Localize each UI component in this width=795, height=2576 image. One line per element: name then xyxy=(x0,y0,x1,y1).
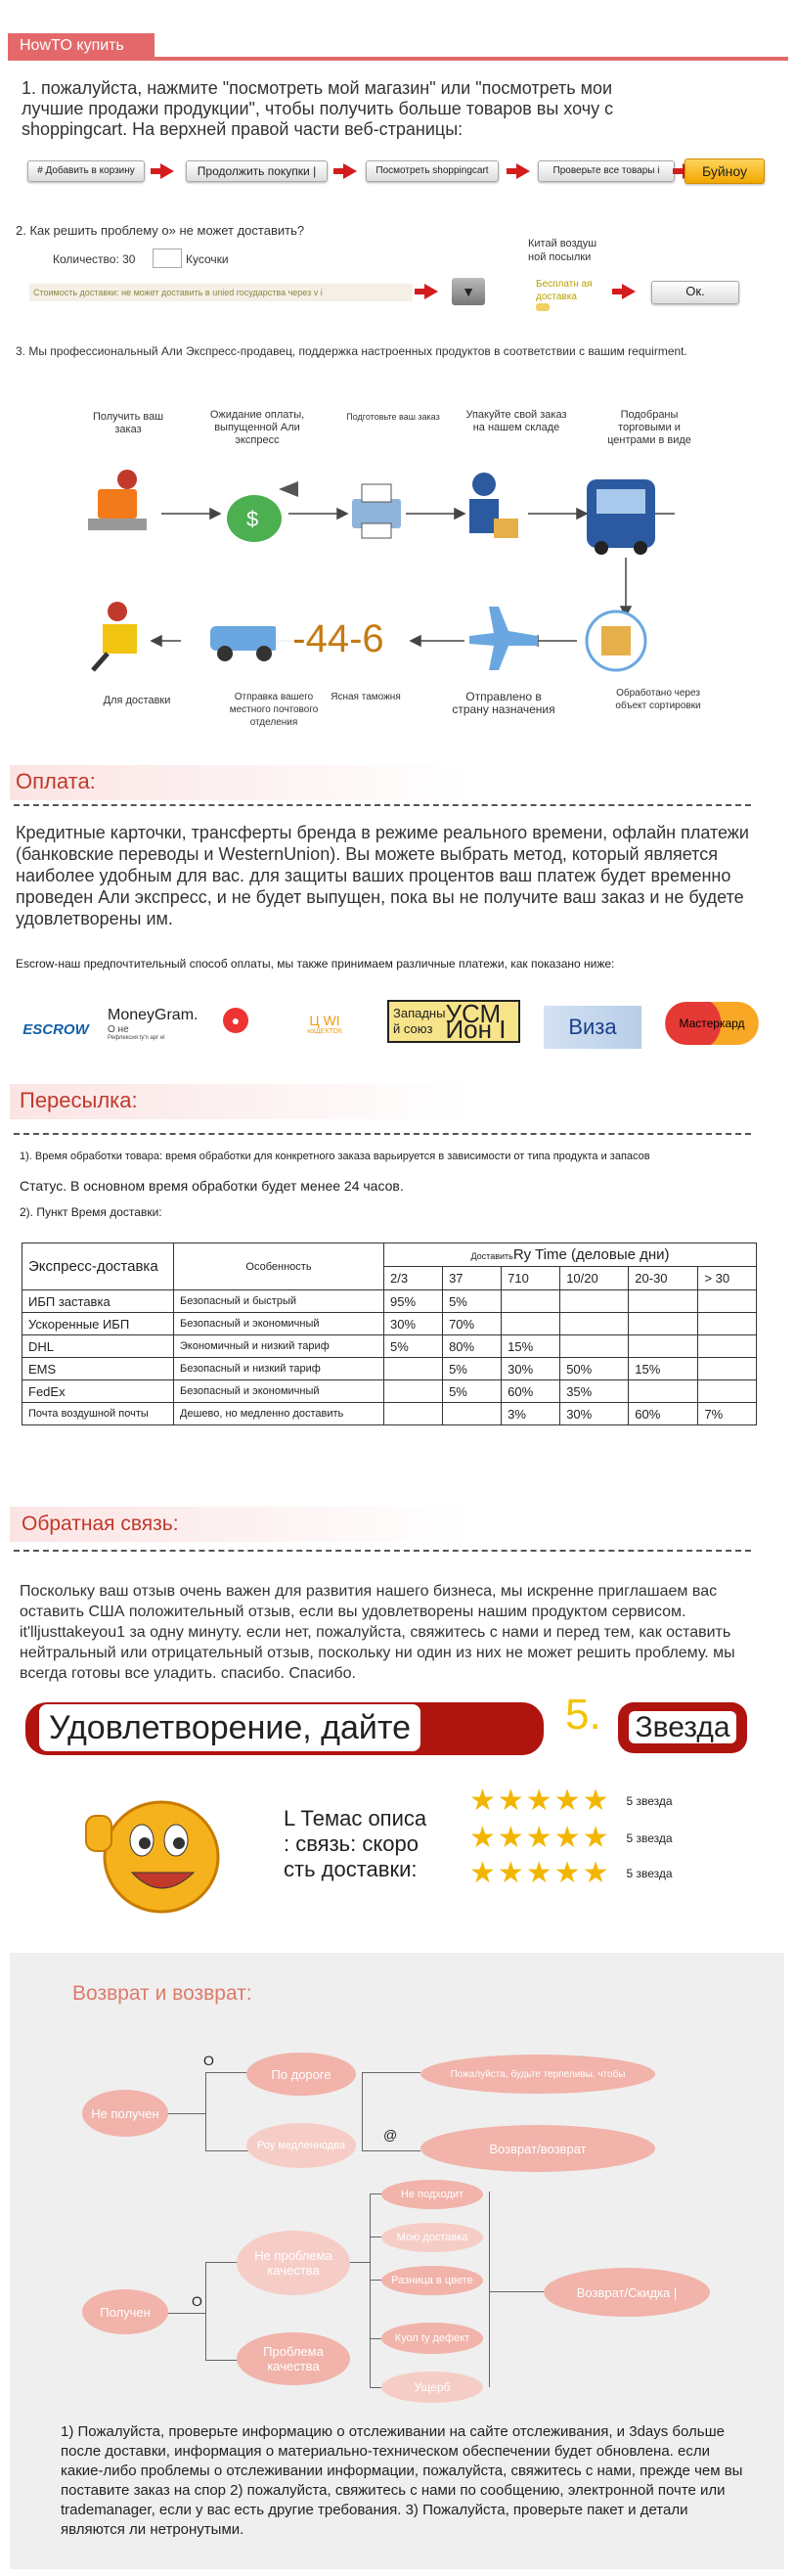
china-air-label: Китай воздуш ной посылки xyxy=(528,238,597,263)
step2-title: 2. Как решить проблему о» не может доставить? xyxy=(16,223,305,238)
banner-right xyxy=(618,1702,747,1753)
cell-value: 95% xyxy=(384,1290,443,1313)
mastercard-logo: Мастеркард xyxy=(665,1002,759,1045)
visa-logo: Виза xyxy=(544,1006,641,1049)
th-time xyxy=(384,1243,757,1267)
cell-value xyxy=(384,1358,443,1380)
packer-icon xyxy=(469,473,518,538)
qiwi-logo xyxy=(276,1002,374,1045)
connector xyxy=(489,2291,544,2292)
qiwi-name: Ц WI xyxy=(309,1012,340,1028)
moneygram-name: MoneyGram. xyxy=(108,1006,199,1023)
cell-feature: Дешево, но медленно доставить xyxy=(174,1403,384,1425)
cell-value xyxy=(698,1290,757,1313)
cell-value xyxy=(502,1290,560,1313)
th-time-prefix: Доставить xyxy=(470,1251,513,1261)
cell-name: FedEx xyxy=(22,1380,174,1403)
cell-value xyxy=(629,1380,698,1403)
process-label: Подготовьте ваш заказ xyxy=(346,412,440,422)
cell-feature: Безопасный и низкий тариф xyxy=(174,1358,384,1380)
shipping-cost-select[interactable]: Стоимость доставки: не может доставить в unied государства через v і xyxy=(29,284,413,301)
arrow-icon xyxy=(516,163,530,179)
quality-problem-node: Проблема качества xyxy=(237,2332,350,2385)
connector xyxy=(205,2262,206,2360)
process-label: Подобраны торговыми и центрами в виде xyxy=(607,409,691,446)
payment-text: Кредитные карточки, трансферты бренда в режиме реального времени, офлайн платежи (банковские переводы и WesternUnion). Вы можете выбрать метод, который является наиболее удобным для вас. для защиты ваших процентов ваш платеж будет временно проведен Али экспресс, и не будет выпущен, пока вы не получите ваш заказ и не будете удовлетворены им. xyxy=(16,823,749,928)
arrow-icon xyxy=(424,284,438,299)
table-row xyxy=(22,1313,757,1335)
star-row xyxy=(469,1820,753,1857)
cell-value xyxy=(698,1335,757,1358)
overlay-text: -44-6 xyxy=(276,616,401,661)
connector xyxy=(370,2338,381,2339)
process-label: Упакуйте свой заказ на нашем складе xyxy=(465,409,567,433)
continue-shopping-button[interactable]: Продолжить покупки | xyxy=(186,160,328,182)
stars-icon: ★★★★★ xyxy=(469,1822,611,1854)
cell-value xyxy=(560,1335,629,1358)
qty-input[interactable] xyxy=(153,249,182,268)
smiley-thumbs-icon xyxy=(78,1786,235,1923)
return-reason-node: Ущерб xyxy=(381,2372,483,2403)
moneygram-sub: О не xyxy=(108,1023,129,1035)
no-quality-issue-node: Не проблема качества xyxy=(237,2231,350,2295)
cell-name: Почта воздушной почты xyxy=(22,1403,174,1425)
connector xyxy=(362,2072,420,2073)
connector xyxy=(489,2192,490,2387)
feedback-title: Обратная связь: xyxy=(22,1513,179,1535)
western-union-logo xyxy=(387,1000,520,1043)
cell-value xyxy=(629,1290,698,1313)
process-label: Ожидание оплаты, выпущенной Али экспресс xyxy=(209,409,305,446)
cell-value: 5% xyxy=(443,1290,502,1313)
cell-value: 5% xyxy=(443,1358,502,1380)
col-header: 2/3 xyxy=(384,1267,443,1290)
table-row xyxy=(22,1403,757,1425)
connector xyxy=(166,2113,205,2114)
divider xyxy=(14,1550,751,1552)
return-reason-node: Куол ty дефект xyxy=(381,2323,483,2354)
feedback-text: Поскольку ваш отзыв очень важен для развития нашего бизнеса, мы искренне приглашаем вас оставить США положительный отзыв, если вы удовлетворены нашим продуктом сервисом. it'lljusttakeyou1 за одну минуту. если нет, пожалуйста, свяжитесь с нами и перед тем, как оставить нейтральный или отрицательный отзыв, поскольку ни один из них не может решить проблему. мы всегда готовы все уладить. спасибо. Спасибо. xyxy=(20,1583,735,1682)
connector xyxy=(205,2262,239,2263)
sorting-icon xyxy=(587,611,645,670)
divider xyxy=(14,804,751,806)
table-row xyxy=(22,1358,757,1380)
cell-value: 60% xyxy=(629,1403,698,1425)
col-header: 710 xyxy=(502,1267,560,1290)
connector xyxy=(205,2150,248,2151)
col-header: 10/20 xyxy=(560,1267,629,1290)
radio-icon[interactable] xyxy=(536,303,550,311)
arrow-icon xyxy=(160,163,174,179)
computer-person-icon xyxy=(88,470,147,530)
rating-line: : связь: скоро xyxy=(284,1831,419,1856)
cell-value: 15% xyxy=(629,1358,698,1380)
cell-value xyxy=(384,1380,443,1403)
shipping-title: Пересылка: xyxy=(20,1088,138,1112)
header-divider xyxy=(8,57,788,61)
cell-value: 30% xyxy=(560,1403,629,1425)
return-reason-node: Разница в цвете xyxy=(381,2266,483,2295)
cell-value: 3% xyxy=(502,1403,560,1425)
table-row xyxy=(22,1290,757,1313)
connector xyxy=(205,2072,206,2150)
plane-icon xyxy=(469,607,538,670)
rating-line: L Темас описа xyxy=(284,1806,427,1830)
not-received-node: Не получен xyxy=(82,2090,168,2137)
qty-label: Количество: 30 xyxy=(53,252,136,266)
connector xyxy=(370,2280,381,2281)
on-way-node: По дороге xyxy=(246,2053,356,2096)
qty-unit: Кусочки xyxy=(186,252,229,266)
star-label: 5 звезда xyxy=(626,1794,673,1808)
runner-icon xyxy=(93,602,137,670)
banner-right-text: Звезда xyxy=(629,1711,735,1743)
wu-big: УСМ Ион І xyxy=(445,999,507,1044)
cell-feature: Безопасный и быстрый xyxy=(174,1290,384,1313)
shipping-line2: Статус. В основном время обработки будет менее 24 часов. xyxy=(20,1178,404,1194)
cell-value: 7% xyxy=(698,1403,757,1425)
process-label: Отправка вашего местного почтового отделения xyxy=(229,692,319,728)
cell-value xyxy=(384,1403,443,1425)
refund-discount-node: Возврат/Скидка | xyxy=(544,2268,710,2317)
star-row xyxy=(469,1783,753,1820)
cell-value xyxy=(502,1313,560,1335)
col-header: 20-30 xyxy=(629,1267,698,1290)
process-label: Обработано через объект сортировки xyxy=(615,688,701,711)
stars-icon: ★★★★★ xyxy=(469,1785,611,1817)
cell-value xyxy=(629,1313,698,1335)
received-node: Получен xyxy=(82,2289,168,2334)
star-ratings xyxy=(469,1783,749,1900)
cell-value: 30% xyxy=(502,1358,560,1380)
money-bag-icon xyxy=(227,481,298,542)
o-label: O xyxy=(192,2293,202,2309)
cell-value xyxy=(443,1403,502,1425)
star-row xyxy=(469,1855,753,1892)
connector xyxy=(205,2072,248,2073)
connector xyxy=(362,2150,420,2151)
cell-name: DHL xyxy=(22,1335,174,1358)
cell-value xyxy=(698,1313,757,1335)
shipping-line1: 1). Время обработки товара: время обработки для конкретного заказа варьируется в зависимости от типа продукта и запасов xyxy=(20,1151,650,1162)
buy-now-button[interactable]: Буйноу xyxy=(685,158,765,184)
cell-value: 15% xyxy=(502,1335,560,1358)
moneygram-sub2: Рефлексия ty'n apr el xyxy=(108,1034,165,1041)
cell-value: 5% xyxy=(384,1335,443,1358)
moneygram-icon: ● xyxy=(223,1008,248,1033)
cell-value: 80% xyxy=(443,1335,502,1358)
step1-text: 1. пожалуйста, нажмите "посмотреть мой магазин" или "посмотреть мои лучшие продажи продукции", чтобы получить больше товаров вы хочу с shoppingcart. На верхней правой части веб-страницы: xyxy=(22,78,614,139)
shipping-line3: 2). Пункт Время доставки: xyxy=(20,1205,162,1219)
qiwi-sub: коЩЕКТОК xyxy=(307,1027,342,1035)
printer-icon xyxy=(352,484,401,538)
wu-text: Западны й союз xyxy=(393,1006,446,1036)
at-label: @ xyxy=(383,2127,398,2143)
process-label: Для доставки xyxy=(103,695,171,706)
col-header: 37 xyxy=(443,1267,502,1290)
o-label: O xyxy=(203,2053,214,2068)
star-label: 5 звезда xyxy=(626,1867,673,1880)
free-shipping-label: Бесплатн ая доставка xyxy=(536,279,593,302)
return-reason-node: Мою доставка xyxy=(381,2223,483,2252)
cell-value xyxy=(560,1313,629,1335)
th-time-label: Ry Time (деловые дни) xyxy=(512,1246,670,1263)
return-reason-node: Не подходит xyxy=(381,2180,483,2209)
escrow-logo: ESCROW xyxy=(22,1020,89,1038)
check-node: Пожалуйста, будьте терпеливы, чтобы xyxy=(420,2055,655,2094)
banner-num: 5. xyxy=(565,1691,601,1739)
cell-feature: Безопасный и экономичный xyxy=(174,1313,384,1335)
returns-footer: 1) Пожалуйста, проверьте информацию о отслеживании на сайте отслеживания, и 3days больше после доставки, информация о материально-техническом обеспечении будет обновлена. если какие-либо проблемы о отслеживании информации, пожалуйста, свяжитесь с нами, прежде чем вы поставите заказ на спор 2) пожалуйста, свяжитесь с нами по сообщению, электронной почте или trademanager, если у вас есть другие требования. 3) Пожалуйста, проверьте пакет и детали являются ли нетронутыми. xyxy=(61,2423,743,2538)
col-header: > 30 xyxy=(698,1267,757,1290)
howto-tab: HowTO купить xyxy=(8,33,155,59)
add-to-cart-button[interactable]: # Добавить в корзину xyxy=(27,160,145,182)
cell-feature: Экономичный и низкий тариф xyxy=(174,1335,384,1358)
cell-value: 35% xyxy=(560,1380,629,1403)
connector xyxy=(205,2360,239,2361)
connector xyxy=(370,2193,381,2194)
divider xyxy=(14,1133,751,1135)
th-express: Экспресс-доставка xyxy=(22,1243,174,1290)
table-row xyxy=(22,1380,757,1403)
cell-name: EMS xyxy=(22,1358,174,1380)
refund-node: Возврат/возврат xyxy=(420,2125,655,2172)
cell-value: 60% xyxy=(502,1380,560,1403)
arrow-icon xyxy=(622,284,636,299)
connector xyxy=(350,2262,370,2263)
shipping-table xyxy=(22,1243,757,1425)
dropdown-icon[interactable]: ▼ xyxy=(452,278,485,305)
view-cart-button[interactable]: Посмотреть shoppingcart xyxy=(366,160,499,182)
payment-title: Оплата: xyxy=(16,769,96,793)
cell-feature: Безопасный и экономичный xyxy=(174,1380,384,1403)
cell-name: Ускоренные ИБП xyxy=(22,1313,174,1335)
returns-title: Возврат и возврат: xyxy=(72,1982,252,2005)
check-items-button[interactable]: Проверьте все товары і xyxy=(538,160,675,182)
cell-name: ИБП заставка xyxy=(22,1290,174,1313)
star-label: 5 звезда xyxy=(626,1831,673,1845)
banner-left: Удовлетворение, дайте xyxy=(39,1704,420,1751)
connector xyxy=(370,2387,381,2388)
cell-value: 5% xyxy=(443,1380,502,1403)
connector xyxy=(166,2313,205,2314)
svg-text:$: $ xyxy=(246,507,259,531)
cell-value xyxy=(629,1335,698,1358)
th-feature: Особенность xyxy=(174,1243,384,1290)
cell-value: 70% xyxy=(443,1313,502,1335)
escrow-note: Escrow-наш предпочтительный способ оплаты, мы также принимаем различные платежи, как показано ниже: xyxy=(16,957,615,971)
cell-value xyxy=(698,1380,757,1403)
cell-value xyxy=(560,1290,629,1313)
connector xyxy=(370,2193,371,2387)
process-label: Получить ваш заказ xyxy=(92,411,164,435)
car-icon xyxy=(210,626,279,661)
cell-value: 30% xyxy=(384,1313,443,1335)
rating-line: сть доставки: xyxy=(284,1857,418,1881)
truck-icon xyxy=(587,479,655,555)
connector xyxy=(362,2072,363,2150)
lost-node: Роу медленнодва xyxy=(246,2123,356,2168)
rating-lines xyxy=(284,1806,460,1882)
table-row xyxy=(22,1335,757,1358)
process-label: Ясная таможня xyxy=(331,692,401,702)
arrow-icon xyxy=(343,163,357,179)
process-label: Отправлено в страну назначения xyxy=(452,690,555,716)
ok-button[interactable]: Ок. xyxy=(651,281,739,304)
cell-value: 50% xyxy=(560,1358,629,1380)
cell-value xyxy=(698,1358,757,1380)
step3-text: 3. Мы профессиональный Али Экспресс-продавец, поддержка настроенных продуктов в соответствии с вашим requirment. xyxy=(16,344,687,358)
stars-icon: ★★★★★ xyxy=(469,1857,611,1889)
